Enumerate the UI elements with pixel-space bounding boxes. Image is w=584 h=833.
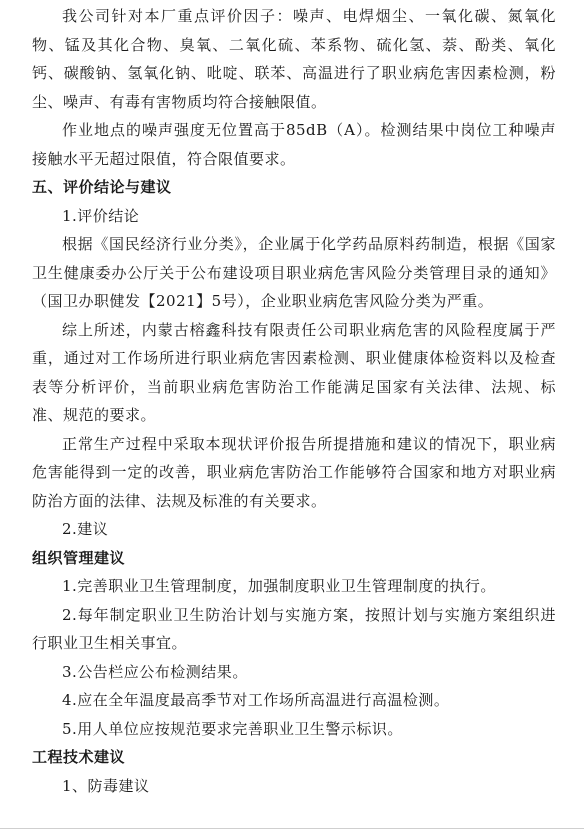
- page-bottom-divider: [0, 828, 584, 833]
- paragraph-evaluation-factors: 我公司针对本厂重点评价因子：噪声、电焊烟尘、一氧化碳、氮氧化物、锰及其化合物、臭氧、二氧化硫、苯系物、硫化氢、萘、酚类、氧化钙、碳酸钠、氢氧化钠、吡啶、联苯、高温进行了职业病危害因素检测，粉尘、噪声、有毒有害物质均符合接触限值。: [32, 7, 556, 111]
- subheading-suggestions: 2.建议: [62, 520, 109, 538]
- org-suggestion-item: 2.每年制定职业卫生防治计划与实施方案，按照计划与实施方案组织进行职业卫生相关事宜。: [32, 605, 556, 652]
- org-suggestion-item: 4.应在全年温度最高季节对工作场所高温进行高温检测。: [62, 691, 450, 709]
- org-suggestion-item: 5.用人单位应按规范要求完善职业卫生警示标识。: [62, 719, 403, 738]
- section-heading-conclusion: 五、评价结论与建议: [32, 178, 172, 196]
- paragraph-summary: 综上所述，内蒙古榕鑫科技有限责任公司职业病危害的风险程度属于严重，通过对工作场所进行职业病危害因素检测、职业健康体检资料以及检查表等分析评价，当前职业病危害防治工作能满足国家有关法律、法规、标准、规范的要求。: [32, 320, 556, 424]
- paragraph-industry-classification: 根据《国民经济行业分类》，企业属于化学药品原料药制造，根据《国家卫生健康委办公厅关于公布建设项目职业病危害风险分类管理目录的通知》（国卫办职健发【2021】5号），企业职业病危害风险分类为严重。: [32, 235, 556, 310]
- paragraph-improvement: 正常生产过程中采取本现状评价报告所提措施和建议的情况下，职业病危害能得到一定的改善，职业病危害防治工作能够符合国家和地方对职业病防治方面的法律、法规及标准的有关要求。: [32, 434, 556, 510]
- paragraph-noise-result: 作业地点的噪声强度无位置高于85dB（A）。检测结果中岗位工种噪声接触水平无超过限值，符合限值要求。: [32, 121, 556, 168]
- org-suggestion-item: 1.完善职业卫生管理制度，加强制度职业卫生管理制度的执行。: [62, 577, 496, 595]
- engineering-suggestion-item: 1、防毒建议: [62, 776, 150, 795]
- heading-organization-suggestions: 组织管理建议: [32, 548, 126, 567]
- heading-engineering-suggestions: 工程技术建议: [32, 748, 126, 766]
- subheading-evaluation-conclusion: 1.评价结论: [62, 206, 140, 225]
- org-suggestion-item: 3.公告栏应公布检测结果。: [62, 662, 248, 681]
